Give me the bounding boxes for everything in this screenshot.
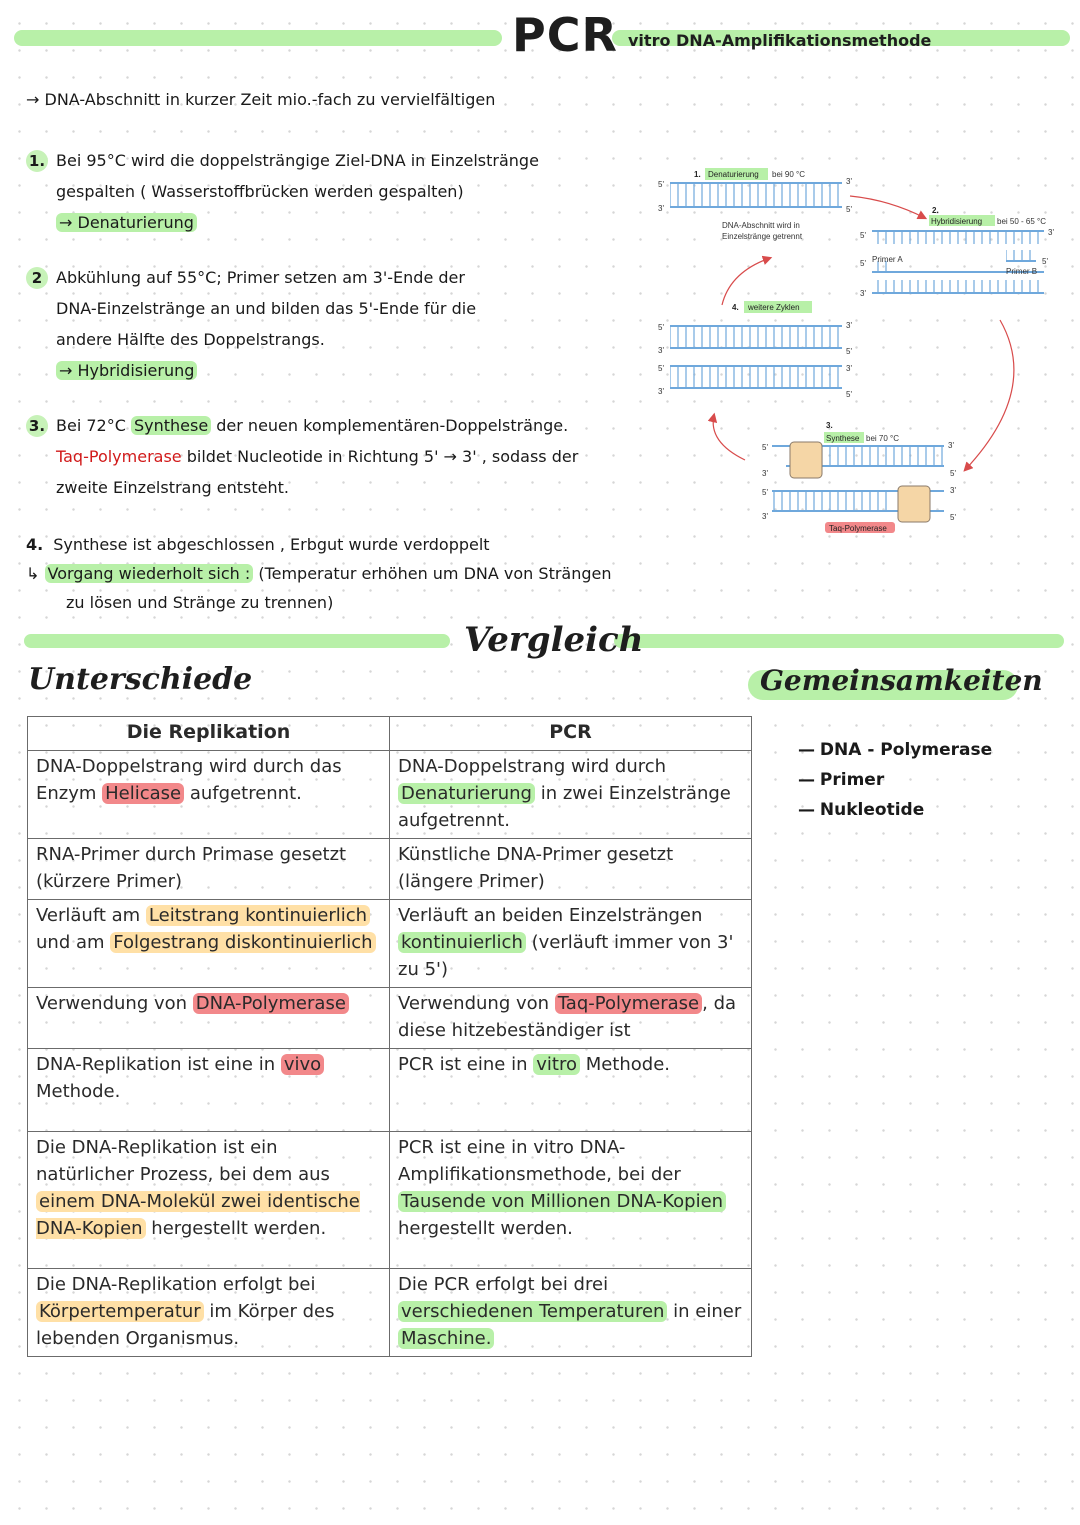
table-cell: PCR ist eine in vitro DNA-Amplifikationsmethode, bei der Tausende von Millionen DNA-Kopien hergestellt werden. (390, 1132, 752, 1269)
table-row (28, 1049, 752, 1132)
step3-label: Synthese (826, 434, 860, 443)
polymerase-blob (790, 442, 822, 478)
table-cell: DNA-Doppelstrang wird durch Denaturierung in zwei Einzelstränge aufgetrennt. (390, 751, 752, 839)
intro-line: → DNA-Abschnitt in kurzer Zeit mio.-fach zu vervielfältigen (26, 90, 496, 109)
gemeinsamkeit-item: — Nukleotide (798, 800, 925, 820)
table-header: Die Replikation (28, 717, 390, 751)
unterschiede-heading: Unterschiede (28, 662, 253, 697)
end-label: 3' (1048, 228, 1054, 237)
page-subtitle: vitro DNA-Amplifikationsmethode (628, 31, 932, 50)
step-text: Synthese ist abgeschlossen , Erbgut wurde verdoppelt (53, 535, 490, 554)
table-cell: Verwendung von Taq-Polymerase , da diese hitzebeständiger ist (390, 988, 752, 1049)
end-label: 5' (658, 180, 664, 189)
step-2 (26, 262, 476, 386)
vergleich-band-right (614, 634, 1064, 648)
table-row (28, 1269, 752, 1357)
step2-temp: bei 50 - 65 °C (997, 217, 1047, 226)
end-label: 3' (846, 364, 852, 373)
step-text: (Temperatur erhöhen um DNA von Strängen (253, 564, 612, 583)
gemeinsamkeiten-heading: Gemeinsamkeiten (760, 664, 1043, 697)
pcr-cycle-svg (650, 160, 1070, 540)
step-text: ↳ (26, 564, 45, 583)
end-label: 5' (846, 205, 852, 214)
step1-temp: bei 90 °C (772, 170, 805, 179)
end-label: 5' (846, 390, 852, 399)
end-label: 3' (948, 441, 954, 450)
end-label: 3' (846, 177, 852, 186)
end-label: 3' (762, 469, 768, 478)
step-highlight: Synthese (131, 416, 211, 435)
end-label: 5' (950, 513, 956, 522)
table-row (28, 751, 752, 839)
header-band-left (14, 30, 502, 46)
taq-polymerase-text: Taq-Polymerase (56, 447, 182, 466)
table-cell: PCR ist eine in vitro Methode. (390, 1049, 752, 1132)
table-row (28, 839, 752, 900)
table-cell: RNA-Primer durch Primase gesetzt (kürzere Primer) (28, 839, 390, 900)
table-row (28, 988, 752, 1049)
step-text: DNA-Einzelstränge an und bilden das 5'-Ende für die (56, 299, 477, 318)
end-label: 3' (658, 346, 664, 355)
comparison-table (27, 716, 752, 1357)
table-cell: Verläuft am Leitstrang kontinuierlich und am Folgestrang diskontinuierlich (28, 900, 390, 988)
page-title: PCR (512, 8, 618, 62)
step-text: bildet Nucleotide in Richtung 5' → 3' , sodass der (181, 447, 579, 466)
step-number: 3. (26, 415, 48, 437)
end-label: 5' (1042, 257, 1048, 266)
arrow-to-step3 (965, 320, 1014, 470)
enzyme-label: Taq-Polymerase (829, 524, 887, 533)
end-label: 3' (950, 486, 956, 495)
step-number: 4. (26, 535, 44, 554)
primer-a-label: Primer A (872, 255, 903, 264)
step-1 (26, 145, 539, 238)
end-label: 5' (658, 364, 664, 373)
end-label: 3' (658, 387, 664, 396)
vergleich-title: Vergleich (464, 620, 644, 660)
vergleich-band-left (24, 634, 450, 648)
step-text: Bei 72°C (56, 416, 131, 435)
gemeinsamkeit-item: — DNA - Polymerase (798, 740, 993, 760)
step-highlight: Vorgang wiederholt sich : (45, 564, 254, 583)
table-cell: Verläuft an beiden Einzelsträngen kontinuierlich (verläuft immer von 3' zu 5') (390, 900, 752, 988)
end-label: 3' (846, 321, 852, 330)
end-label: 3' (658, 204, 664, 213)
step1-note: DNA-Abschnitt wird in (722, 221, 800, 230)
table-cell: DNA-Replikation ist eine in vivo Methode. (28, 1049, 390, 1132)
step4-label: weitere Zyklen (748, 303, 800, 312)
step3-number: 3. (826, 421, 833, 430)
step-text: zweite Einzelstrang entsteht. (56, 478, 289, 497)
table-cell: Die DNA-Replikation erfolgt bei Körpertemperatur im Körper des lebenden Organismus. (28, 1269, 390, 1357)
polymerase-blob (898, 486, 930, 522)
arrow-to-step4 (713, 415, 745, 460)
step-text: der neuen komplementären-Doppelstränge. (211, 416, 569, 435)
end-label: 5' (846, 347, 852, 356)
table-cell: Verwendung von DNA-Polymerase (28, 988, 390, 1049)
end-label: 5' (762, 488, 768, 497)
table-cell: DNA-Doppelstrang wird durch das Enzym Helicase aufgetrennt. (28, 751, 390, 839)
step1-dna (658, 177, 852, 214)
end-label: 5' (658, 323, 664, 332)
step-text: zu lösen und Stränge zu trennen) (66, 593, 334, 612)
step2-label: Hybridisierung (931, 217, 983, 226)
table-cell: Die DNA-Replikation ist ein natürlicher Prozess, bei dem aus einem DNA-Molekül zwei identische DNA-Kopien hergestellt werden. (28, 1132, 390, 1269)
end-label: 5' (762, 443, 768, 452)
step-text: gespalten ( Wasserstoffbrücken werden gespalten) (56, 182, 464, 201)
end-label: 3' (762, 512, 768, 521)
step-number: 2 (26, 267, 48, 289)
step4-strands (658, 321, 852, 399)
step-result: → Hybridisierung (56, 361, 197, 380)
end-label: 3' (860, 289, 866, 298)
arrow-to-step2 (850, 196, 925, 218)
table-cell: Künstliche DNA-Primer gesetzt (längere Primer) (390, 839, 752, 900)
arrow-to-step1 (722, 258, 770, 305)
step-text: andere Hälfte des Doppelstrangs. (56, 330, 325, 349)
gemeinsamkeit-item: — Primer (798, 770, 885, 790)
primer-b-label: Primer B (1006, 267, 1038, 276)
step-result: → Denaturierung (56, 213, 197, 232)
step1-label: Denaturierung (708, 170, 759, 179)
table-row (28, 900, 752, 988)
step-3 (26, 410, 578, 503)
step-text: Bei 95°C wird die doppelsträngige Ziel-DNA in Einzelstränge (56, 151, 539, 170)
table-row (28, 1132, 752, 1269)
step1-number: 1. (694, 170, 701, 179)
table-cell: Die PCR erfolgt bei drei verschiedenen Temperaturen in einer Maschine. (390, 1269, 752, 1357)
step-4 (26, 530, 612, 617)
table-header-row (28, 717, 752, 751)
step4-number: 4. (732, 303, 739, 312)
step-number: 1. (26, 150, 48, 172)
step1-note: Einzelstränge getrennt (722, 232, 803, 241)
pcr-cycle-diagram (650, 160, 1070, 540)
end-label: 5' (860, 259, 866, 268)
step2-number: 2. (932, 206, 939, 215)
end-label: 5' (950, 469, 956, 478)
table-header: PCR (390, 717, 752, 751)
step3-temp: bei 70 °C (866, 434, 899, 443)
step-text: Abkühlung auf 55°C; Primer setzen am 3'-Ende der (56, 268, 465, 287)
end-label: 5' (860, 231, 866, 240)
